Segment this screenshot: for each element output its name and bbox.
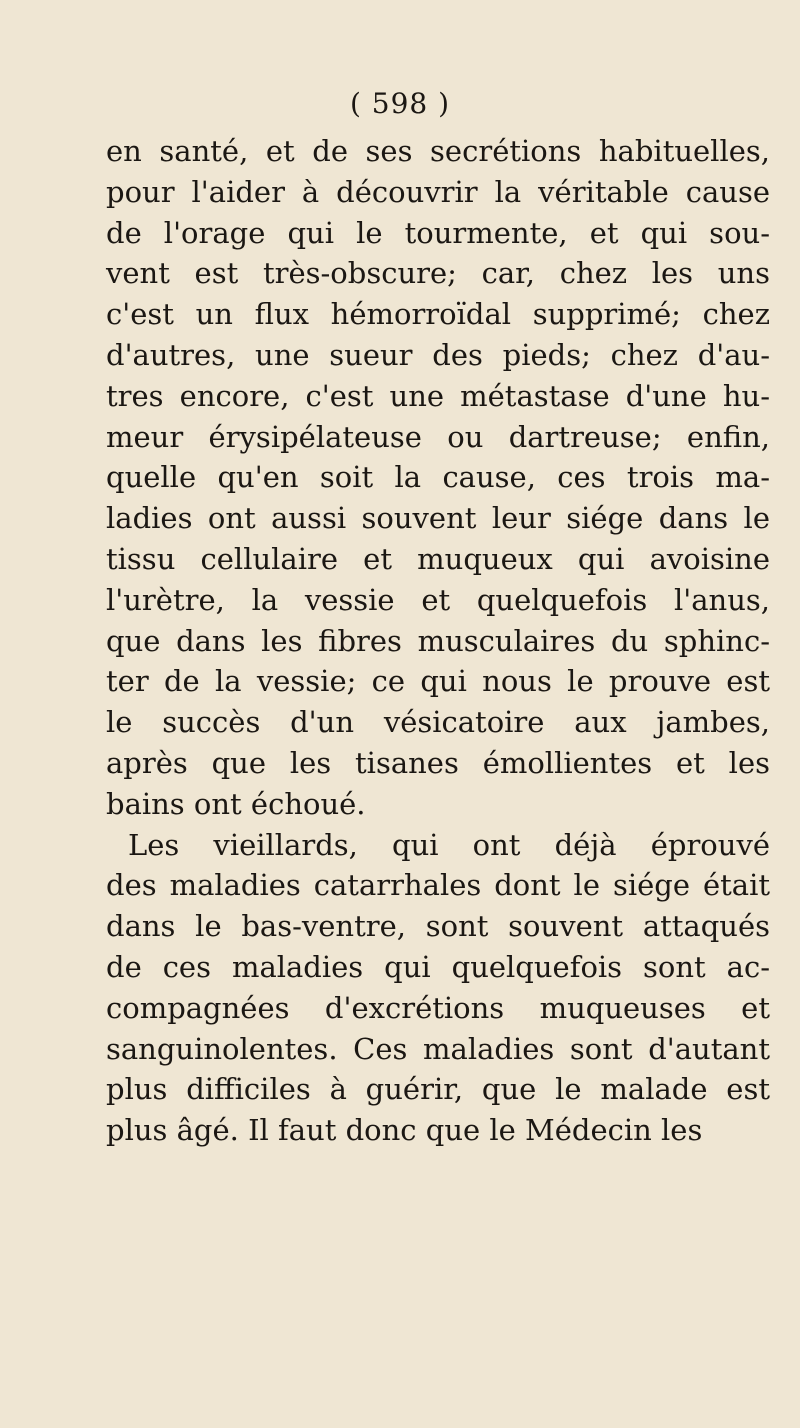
text-line: sanguinolentes. Ces maladies sont d'autant bbox=[106, 1031, 770, 1066]
text-line: plus difficiles à guérir, que le malade est bbox=[106, 1072, 770, 1107]
text-line: bains ont échoué. bbox=[106, 786, 366, 821]
text-line: meur érysipélateuse ou dartreuse; enfin, bbox=[106, 419, 770, 454]
text-line: plus âgé. Il faut donc que le Médecin les bbox=[106, 1113, 703, 1148]
text-line: de l'orage qui le tourmente, et qui sou- bbox=[106, 215, 770, 250]
text-line: compagnées d'excrétions muqueuses et bbox=[106, 990, 770, 1025]
text-line: vent est très-obscure; car, chez les uns bbox=[106, 256, 770, 291]
text-line: ter de la vessie; ce qui nous le prouve est bbox=[106, 664, 770, 699]
text-line: quelle qu'en soit la cause, ces trois ma- bbox=[106, 460, 770, 495]
text-line: en santé, et de ses secrétions habituelles, bbox=[106, 134, 770, 168]
text-line: que dans les fibres musculaires du sphinc- bbox=[106, 623, 770, 658]
page-number: ( 598 ) bbox=[349, 87, 451, 120]
text-line: tres encore, c'est une métastase d'une hu- bbox=[106, 378, 770, 413]
text-line: dans le bas-ventre, sont souvent attaqués bbox=[106, 909, 770, 944]
text-line: tissu cellulaire et muqueux qui avoisine bbox=[106, 541, 770, 576]
text-line: ladies ont aussi souvent leur siége dans le bbox=[106, 501, 770, 536]
text-line: des maladies catarrhales dont le siége était bbox=[106, 868, 770, 903]
text-line: de ces maladies qui quelquefois sont ac- bbox=[106, 949, 770, 984]
text-line: c'est un flux hémorroïdal supprimé; chez bbox=[106, 297, 770, 332]
text-line: d'autres, une sueur des pieds; chez d'au- bbox=[106, 337, 770, 372]
text-line: l'urètre, la vessie et quelquefois l'anus, bbox=[106, 582, 770, 617]
text-line: le succès d'un vésicatoire aux jambes, bbox=[106, 705, 770, 740]
body-text bbox=[106, 131, 770, 1151]
text-line: après que les tisanes émollientes et les bbox=[106, 745, 770, 780]
text-line: pour l'aider à découvrir la véritable cause bbox=[106, 174, 770, 209]
paragraph-start-line: Les vieillards, qui ont déjà éprouvé bbox=[128, 827, 770, 862]
